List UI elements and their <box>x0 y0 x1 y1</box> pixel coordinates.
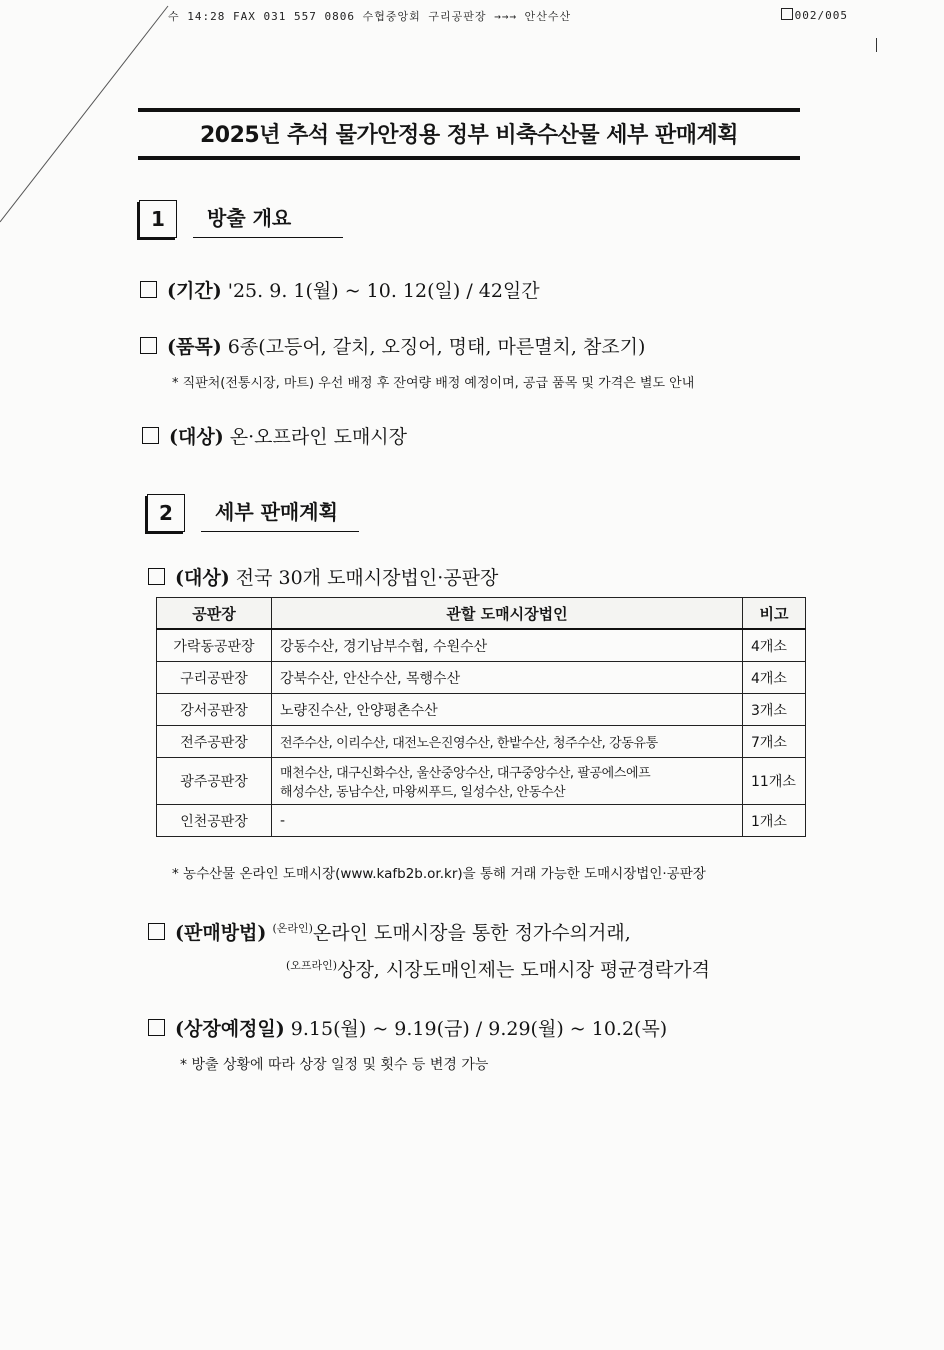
section-1-number: 1 <box>139 200 177 238</box>
schedule-text: 9.15(월) ~ 9.19(금) / 9.29(월) ~ 10.2(목) <box>290 1018 668 1040</box>
target-text: 온·오프라인 도매시장 <box>229 426 408 448</box>
market-table <box>156 597 806 837</box>
table-row <box>157 726 806 758</box>
section-2-title: 세부 판매계획 <box>201 496 359 532</box>
corps-list: - <box>272 805 743 837</box>
header-corps: 관할 도매시장법인 <box>272 598 743 630</box>
offline-tag: (오프라인) <box>286 959 338 972</box>
fax-page-number: 002/005 <box>794 9 848 22</box>
checkbox-icon <box>140 281 157 298</box>
market-name: 인천공판장 <box>157 805 272 837</box>
corps-count: 4개소 <box>743 662 806 694</box>
market-target-item <box>148 563 498 590</box>
table-row <box>157 805 806 837</box>
title-rule-bottom <box>138 156 800 160</box>
method-offline <box>286 955 710 982</box>
checkbox-icon <box>148 1019 165 1036</box>
document-title-block <box>138 108 800 160</box>
market-name: 강서공판장 <box>157 694 272 726</box>
header-market: 공판장 <box>157 598 272 630</box>
method-item <box>148 918 631 945</box>
scan-edge-mark <box>876 38 877 52</box>
schedule-note: * 방출 상황에 따라 상장 일정 및 횟수 등 변경 가능 <box>180 1057 489 1073</box>
table-note: * 농수산물 온라인 도매시장(www.kafb2b.or.kr)을 통해 거래 가능한 도매시장법인·공판장 <box>172 866 706 882</box>
corps-count: 1개소 <box>743 805 806 837</box>
market-target-label: (대상) <box>175 567 230 589</box>
corps-count: 11개소 <box>743 758 806 805</box>
corps-count: 4개소 <box>743 629 806 662</box>
method-label: (판매방법) <box>175 922 267 944</box>
online-text: 온라인 도매시장을 통한 정가수의거래, <box>312 922 631 944</box>
section-1-header <box>139 200 343 238</box>
online-tag: (온라인) <box>272 922 313 935</box>
period-text: '25. 9. 1(월) ~ 10. 12(일) / 42일간 <box>227 280 540 302</box>
period-label: (기간) <box>167 280 222 302</box>
market-target-text: 전국 30개 도매시장법인·공판장 <box>235 567 499 589</box>
corps-count: 7개소 <box>743 726 806 758</box>
header-note: 비고 <box>743 598 806 630</box>
corps-list <box>272 758 743 805</box>
schedule-label: (상장예정일) <box>175 1018 285 1040</box>
fax-page-counter <box>781 8 848 22</box>
section-2-header <box>147 494 359 532</box>
table-row <box>157 758 806 805</box>
market-name: 전주공판장 <box>157 726 272 758</box>
schedule-item <box>148 1014 667 1041</box>
table-row <box>157 629 806 662</box>
checkbox-icon <box>148 568 165 585</box>
checkbox-icon <box>148 923 165 940</box>
table-header-row <box>157 598 806 630</box>
target-label: (대상) <box>169 426 224 448</box>
market-name: 구리공판장 <box>157 662 272 694</box>
corps-list: 전주수산, 이리수산, 대전노은진영수산, 한밭수산, 청주수산, 강동유통 <box>272 726 743 758</box>
section-1-title: 방출 개요 <box>193 202 343 238</box>
target-item <box>142 422 407 449</box>
period-item <box>140 276 540 303</box>
corps-list-line-1: 매천수산, 대구신화수산, 울산중앙수산, 대구중앙수산, 팔공에스에프 <box>280 766 651 781</box>
market-name: 가락동공판장 <box>157 629 272 662</box>
checkbox-icon <box>140 337 157 354</box>
items-note: * 직판처(전통시장, 마트) 우선 배정 후 잔여량 배정 예정이며, 공급 품목 및 가격은 별도 안내 <box>172 376 695 391</box>
checkbox-icon <box>142 427 159 444</box>
items-item <box>140 332 645 359</box>
offline-text: 상장, 시장도매인제는 도매시장 평균경락가격 <box>337 959 710 981</box>
table-row <box>157 662 806 694</box>
document-title: 2025년 추석 물가안정용 정부 비축수산물 세부 판매계획 <box>200 123 738 148</box>
items-text: 6종(고등어, 갈치, 오징어, 명태, 마른멸치, 참조기) <box>227 336 646 358</box>
fax-header-info: 수 14:28 FAX 031 557 0806 수협중앙회 구리공판장 →→→ 안산수산 <box>168 10 572 23</box>
fax-page-icon <box>781 8 793 20</box>
corps-list: 강동수산, 경기남부수협, 수원수산 <box>272 629 743 662</box>
corps-count: 3개소 <box>743 694 806 726</box>
corps-list-line-2: 해성수산, 동남수산, 마왕씨푸드, 일성수산, 안동수산 <box>280 785 566 800</box>
corps-list: 노량진수산, 안양평촌수산 <box>272 694 743 726</box>
market-name: 광주공판장 <box>157 758 272 805</box>
corps-list: 강북수산, 안산수산, 목행수산 <box>272 662 743 694</box>
section-2-number: 2 <box>147 494 185 532</box>
items-label: (품목) <box>167 336 222 358</box>
table-row <box>157 694 806 726</box>
fax-header <box>168 8 848 26</box>
